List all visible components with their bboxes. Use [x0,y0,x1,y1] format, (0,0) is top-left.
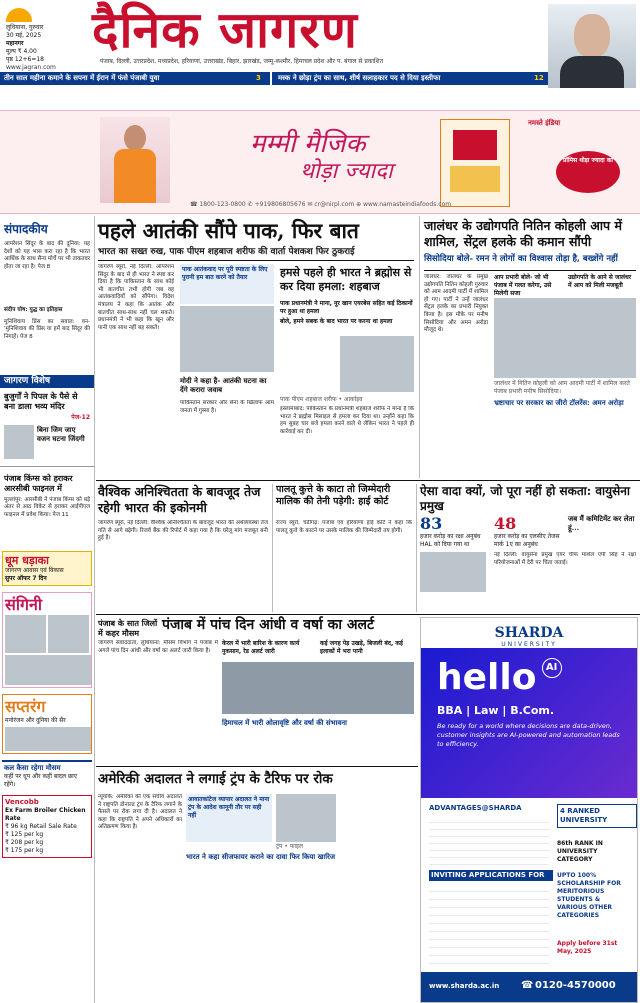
sharda-site[interactable]: www.sharda.ac.in [429,982,500,990]
inviting-title: INVITING APPLICATIONS FOR [429,870,553,881]
chicken-rate-2: ₹ 125 per kg [5,830,44,838]
chicken-rate-4: ₹ 175 per kg [5,846,44,854]
vishesh-story-2[interactable]: बिना जिम जाए वजन घटना जिंदगी [37,424,85,443]
edition: महानगर [6,40,24,47]
web-icon: ⊕ [356,201,362,208]
economy-headline[interactable]: वैश्विक अनिश्चितता के बावजूद तेज रहेगी भारत की इकोनमी [98,484,261,515]
ticker-bar [0,72,548,85]
right-lead-sub2: उद्योगपति के आने से जालंधर में आप को मिली मजबूती [568,274,632,289]
ad-web: www.namasteindiafoods.com [363,201,452,208]
jagran-vishesh-banner: जागरण विशेष [0,375,94,388]
lead-body: जागरण ब्यूरो, नई दिल्ली: ऑपरेशन सिंदूर के बाद से ही भारत ने स्पष्ट कर दिया है कि पाकिस्तान के साथ कोई भी बातचीत तभी होगी जब वह आतंकवादियों को सौंपेगा। विदेश मंत्रालय ने कहा कि आतंक और बातचीत साथ-साथ नहीं चल सकते। प्रधानमंत्री ने भी कहा कि खून और पानी एक साथ नहीं बह सकते। [98,264,174,331]
tariff-sub-box [186,794,272,842]
weather-title: कल कैसा रहेगा मौसम [4,763,61,772]
sharda-sub: UNIVERSITY [501,641,557,648]
phone-icon: ☎ [190,201,198,208]
sidebar [0,216,95,1003]
economy-body: जागरण ब्यूरो, नई दिल्ली: वैश्विक अनिश्चितता के बावजूद भारत की अर्थव्यवस्था तेज गति से आगे बढ़ेगी। रिजर्व बैंक की रिपोर्ट में कहा गया है कि घरेलू मांग मजबूत बनी हुई है। [98,520,268,542]
storm-point-2: कई जगह पेड़ उखड़े, बिजली बंद, कई इलाकों में भरा पानी [320,640,403,655]
lead-photo-modi [180,306,274,372]
shahbaz-point-1: पाक प्रधानमंत्री ने माना, नूर खान एयरबेस सहित कई ठिकानों पर हुआ था हमला [280,300,413,315]
punjab-kings-body: मुल्लांपुर: आरसीबी ने पंजाब किंग्स को बड़े अंतर से आठ विकेट से हराकर आईपीएल फाइनल में प्रवेश किया। पेज 11 [4,496,90,518]
right-lead-body: जालंधर: जालंधर के प्रमुख उद्योगपति नितिन कोहली गुरुवार को आम आदमी पार्टी में शामिल हो गए। पार्टी ने उन्हें जालंधर सेंट्रल हलके का प्रभारी नियुक्त किया है। इस मौके पर मनीष सिसोदिया और अमन अरोड़ा मौजूद थे। [424,274,488,334]
ad-namaste-india[interactable] [0,110,640,214]
tariff-headline[interactable]: अमेरिकी अदालत ने लगाई ट्रंप के टैरिफ पर रोक [98,771,333,787]
whatsapp-icon: ✆ [247,201,253,208]
promise-body: नई दिल्ली: वायुसेना प्रमुख एयर चीफ मार्शल एपी सिंह ने रक्षा परियोजनाओं में देरी पर चिंता जताई। [494,552,636,566]
ai-badge: AI [542,658,562,678]
shahbaz-point-2: बोले, हमने सबक के बाद भारत पर करना था हमला [280,318,393,325]
apply-text: Apply before 31st May, 2025 [557,940,618,955]
sangini-title: संगिनी [5,594,42,614]
sharda-tagline: Be ready for a world where decisions are data-driven, customer insights are AI-powered and automation leads to efficiency. [437,722,620,748]
promise-headline[interactable]: ऐसा वादा क्यों, जो पूरा नहीं हो सकता: वायुसेना प्रमुख [420,484,630,513]
editorial-item-2[interactable]: संदीप घोष: युद्ध का इतिहास [4,307,63,313]
storm-photo [222,662,414,714]
storm-body: जागरण संवाददाता, लुधियाना: मौसम विभाग ने पंजाब में अगले पांच दिन आंधी और वर्षा का अलर्ट जारी किया है। [98,640,218,654]
shahbaz-caption: पाक पीएम शहबाज शरीफ • आर्काइव [280,396,363,403]
vishesh-photo [4,425,34,459]
owner-body: राज्य ब्यूरो, चंडीगढ़: पंजाब एवं हरियाणा हाई कोर्ट ने कहा कि पालतू कुत्ते के काटने पर उसके मालिक की जिम्मेदारी तय होगी। [276,520,412,534]
ad-sharda[interactable] [420,617,638,1003]
owner-headline[interactable]: पालतू कुत्ते के काटा तो जिम्मेदारी मालिक की तेनी पड़ेगी: हाई कोर्ट [276,484,391,507]
ticker-right[interactable]: मस्क ने छोड़ा ट्रंप का साथ, शीर्ष सलाहकार पद से दिया इस्तीफा [278,74,441,82]
lead-quote: पाकिस्तान सरकार और सेना के खिलाफ आम जनता में गुस्सा है। [180,400,274,414]
lead-deck: भारत का सख्त रुख, पाक पीएम शहबाज शरीफ की वार्ता पेशकश फिर ठुकराई [98,247,355,257]
editions-line: पंजाब, दिल्ली, उत्तरप्रदेश, मध्यप्रदेश, हरियाणा, उत्तराखंड, बिहार, झारखंड, जम्मू-कश्मीर, हिमाचल प्रदेश और प. बंगाल से प्रकाशित [100,58,383,65]
promise-side-title: जब मैं कमिटिमेंट कर लेता हूं... [568,514,635,532]
promise-stat-1 [420,514,490,549]
stat-1-text: हजार करोड़ का रक्षा अनुबंध HAL को दिया गया था [420,533,481,548]
shahbaz-headline[interactable]: हमसे पहले ही भारत ने ब्रह्मोस से कर दिया हमला: शहबाज [280,266,412,293]
saptrang-photo [5,727,91,751]
masthead [0,0,640,70]
ad-photo-woman [100,117,170,203]
snow-body [222,732,414,762]
website[interactable]: www.jagran.com [6,64,56,71]
ad-phone: 1800-123-0800 [199,201,246,208]
issue-date: 30 मई, 2025 [6,32,42,39]
dhoom-sub: जागरण आवास एवं विकास [5,566,64,574]
storm-point-1: केरल में भारी बारिश के कारण कार्य नुकसान, रेड अलर्ट जारी [222,640,300,655]
tariff-caption: ट्रंप • फाइल [276,843,303,850]
sharda-phone[interactable]: 0120-4570000 [535,980,616,991]
vishesh-page: पेज-12 [71,413,90,421]
ad-badge: प्रॉमिस थोड़ा ज्यादा का [556,151,620,193]
jagran-logo-icon [6,8,32,22]
dhoom-dhadaka-ad[interactable] [2,551,92,586]
sharda-courses: BBA | Law | B.Com. [437,704,555,717]
news-photo-musk [548,4,636,88]
chicken-rate-ad[interactable] [2,795,92,858]
stat-2-text: हजार करोड़ का एलसीए तेजस मार्क 1ए का अनुबंध [494,533,560,548]
saptrang-text: मनोरंजन और दुनिया की सैर [5,716,66,724]
promise-photo [420,552,486,592]
tariff-body-2 [186,874,336,1000]
page-count: पृष्ठ 12+6=18 [6,56,44,63]
chicken-text: Ex Farm Broiler Chicken Rate [5,806,86,822]
page-title: दैनिक जागरण [92,0,358,59]
punjab-kings-headline[interactable]: पंजाब किंग्स को हराकर आरसीबी फाइनल में [4,472,73,493]
lead-headline[interactable]: पहले आतंकी सौंपे पाक, फिर बात [98,218,359,243]
right-lead-deck: सिसोदिया बोले- रमन ने लोगों का विश्वास तोड़ा है, बख्शेंगे नहीं [424,254,618,264]
tariff-body-3 [340,794,416,1000]
rank-badge: 4 RANKED UNIVERSITY [557,804,637,828]
hello-text: hello [437,657,537,698]
ticker-left-page: 3 [256,74,261,82]
sangini-photo-1 [5,615,46,653]
sangini-box[interactable] [2,592,92,688]
dhoom-title: धूम धड़ाका [5,553,49,567]
lead-subhead-box [180,264,274,304]
lead-subhead: पाक आतंकवाद पर पूरी स्पष्टता के लिए पुरानी हम बात करने को तैयार [182,266,268,281]
right-lead-caption: जालंधर में नितिन कोहली को आम आदमी पार्टी में शामिल करते पंजाब प्रभारी मनीष सिसोदिया। [494,380,630,395]
ad-product-pack [440,119,510,207]
stat-1-number: 83 [420,514,443,533]
chicken-rate-1: ₹ 96 kg Retail Sale Rate [5,822,77,830]
tariff-sub1: आयातकांटेज व्यापार अदालत ने माना ट्रंप के आदेश कानूनी तौर पर सही नहीं [188,796,270,819]
right-lead-headline[interactable]: जालंधर के उद्योगपति नितिन कोहली आप में शामिल, सेंट्रल हलके की कमान सौंपी [424,218,622,249]
editorial-item-3[interactable]: मुनिशिवाय प्रिंस का सवाल: वन-'मुनिशिवाय की प्रिंस या हमें बाद सिंदूर की निगाहें। पेज 8 [4,318,90,340]
phone-icon-2: ☎ [521,980,534,991]
scholarship-box: UPTO 100% SCHOLARSHIP FOR MERITORIOUS STUDENTS & VARIOUS OTHER CATEGORIES [557,872,621,919]
tariff-body: न्यूयॉर्क: अमेरिका की एक संघीय अदालत ने राष्ट्रपति डोनाल्ड ट्रंप के टैरिफ लगाने के फैसले पर रोक लगा दी है। अदालत ने कहा कि राष्ट्रपति ने अपने अधिकारों का अतिक्रमण किया है। [98,794,182,831]
right-lead-sub1: आप प्रभारी बोले- जो भी पंजाब में गलत करेगा, उसे मिलेगी सजा [494,274,552,297]
tariff-sub2: भारत ने कहा सीजफायर कराने का दावा फिर किया खारिज [186,852,336,861]
chicken-brand: Vencobb [5,797,39,806]
shahbaz-points [280,300,414,326]
editorial-item-1[interactable]: आपरेशन सिंदूर के बाद की दुनिया: यह देशों को यह भास करा रहा है कि भारत आर्थिक के साथ सैन्य मोर्चे पर भी ताकतवर होता जा रहा है। पेज 8 [4,241,90,270]
storm-headline[interactable]: पंजाब में पांच दिन आंधी व वर्षा का अलर्ट [162,617,375,633]
sharda-name: SHARDA [494,625,564,641]
ticker-left[interactable]: तीन साल महीना कमाने के सपना में ईरान में फंसे पंजाबी युवा [4,74,160,82]
chicken-rate-3: ₹ 208 per kg [5,838,44,846]
promise-stat-2 [494,514,564,549]
right-lead-body-2 [494,416,636,476]
sidebar-section-title: संपादकीय [4,222,48,236]
ticker-right-page: 12 [534,74,544,82]
ad-brand: नमस्ते इंडिया [528,119,561,127]
ad-headline: मम्मी मैजिक [250,129,366,159]
nirf-badge: 86th RANK IN UNIVERSITY CATEGORY [557,840,603,863]
saptrang-title: सप्तरंग [5,696,46,716]
dhoom-offer: सुपर ऑफर 7 दिन [5,574,47,582]
right-lead-photo [494,298,636,378]
ad-subhead: थोड़ा ज्यादा [300,159,393,184]
shahbaz-photo [340,336,414,392]
sangini-photo-2 [48,615,89,653]
storm-kicker: पंजाब के सात जिलों में कहर मौसम [98,618,158,638]
lead-subhead-2: मोदी ने कहा है- आतंकी घटना का देंगे करारा जवाब [180,376,267,394]
ad-contact [190,201,520,209]
price: मूल्य ₹ 4.00 [6,48,37,55]
snow-headline[interactable]: हिमाचल में भारी ओलावृष्टि और वर्षा की संभावना [222,718,347,727]
ad-whatsapp: +919806805676 [254,201,306,208]
ad-email: cr@nirpl.com [314,201,355,208]
saptrang-box[interactable] [2,694,92,754]
right-lead-sub3: भ्रष्टाचार पर सरकार का जीरो टॉलरेंस: अमन अरोड़ा [494,398,624,407]
advantages-title: ADVANTAGES@SHARDA [429,804,522,812]
weather-text: कहीं पर धूप और कहीं बादल छाए रहेंगे। [4,772,78,788]
stat-2-number: 48 [494,514,517,533]
sangini-photo-3 [5,655,91,685]
mail-icon: ✉ [307,201,313,208]
city-date: लुधियाना, गुरुवार [6,24,44,31]
shahbaz-body: इस्लामाबाद: पाकिस्तान के प्रधानमंत्री शहबाज शरीफ ने माना है कि भारत ने ब्रह्मोस मिसाइल से हमला कर दिया था। उन्होंने कहा कि हम सुबह चार बजे हमला करने वाले थे लेकिन भारत ने पहले ही कार्रवाई कर दी। [280,406,414,435]
weather-box [2,760,92,791]
tariff-photo-trump [276,794,336,842]
vishesh-story[interactable]: बुजुर्गों ने पिपल के पैसे से बना डाला भव्य मंदिर [4,390,78,411]
